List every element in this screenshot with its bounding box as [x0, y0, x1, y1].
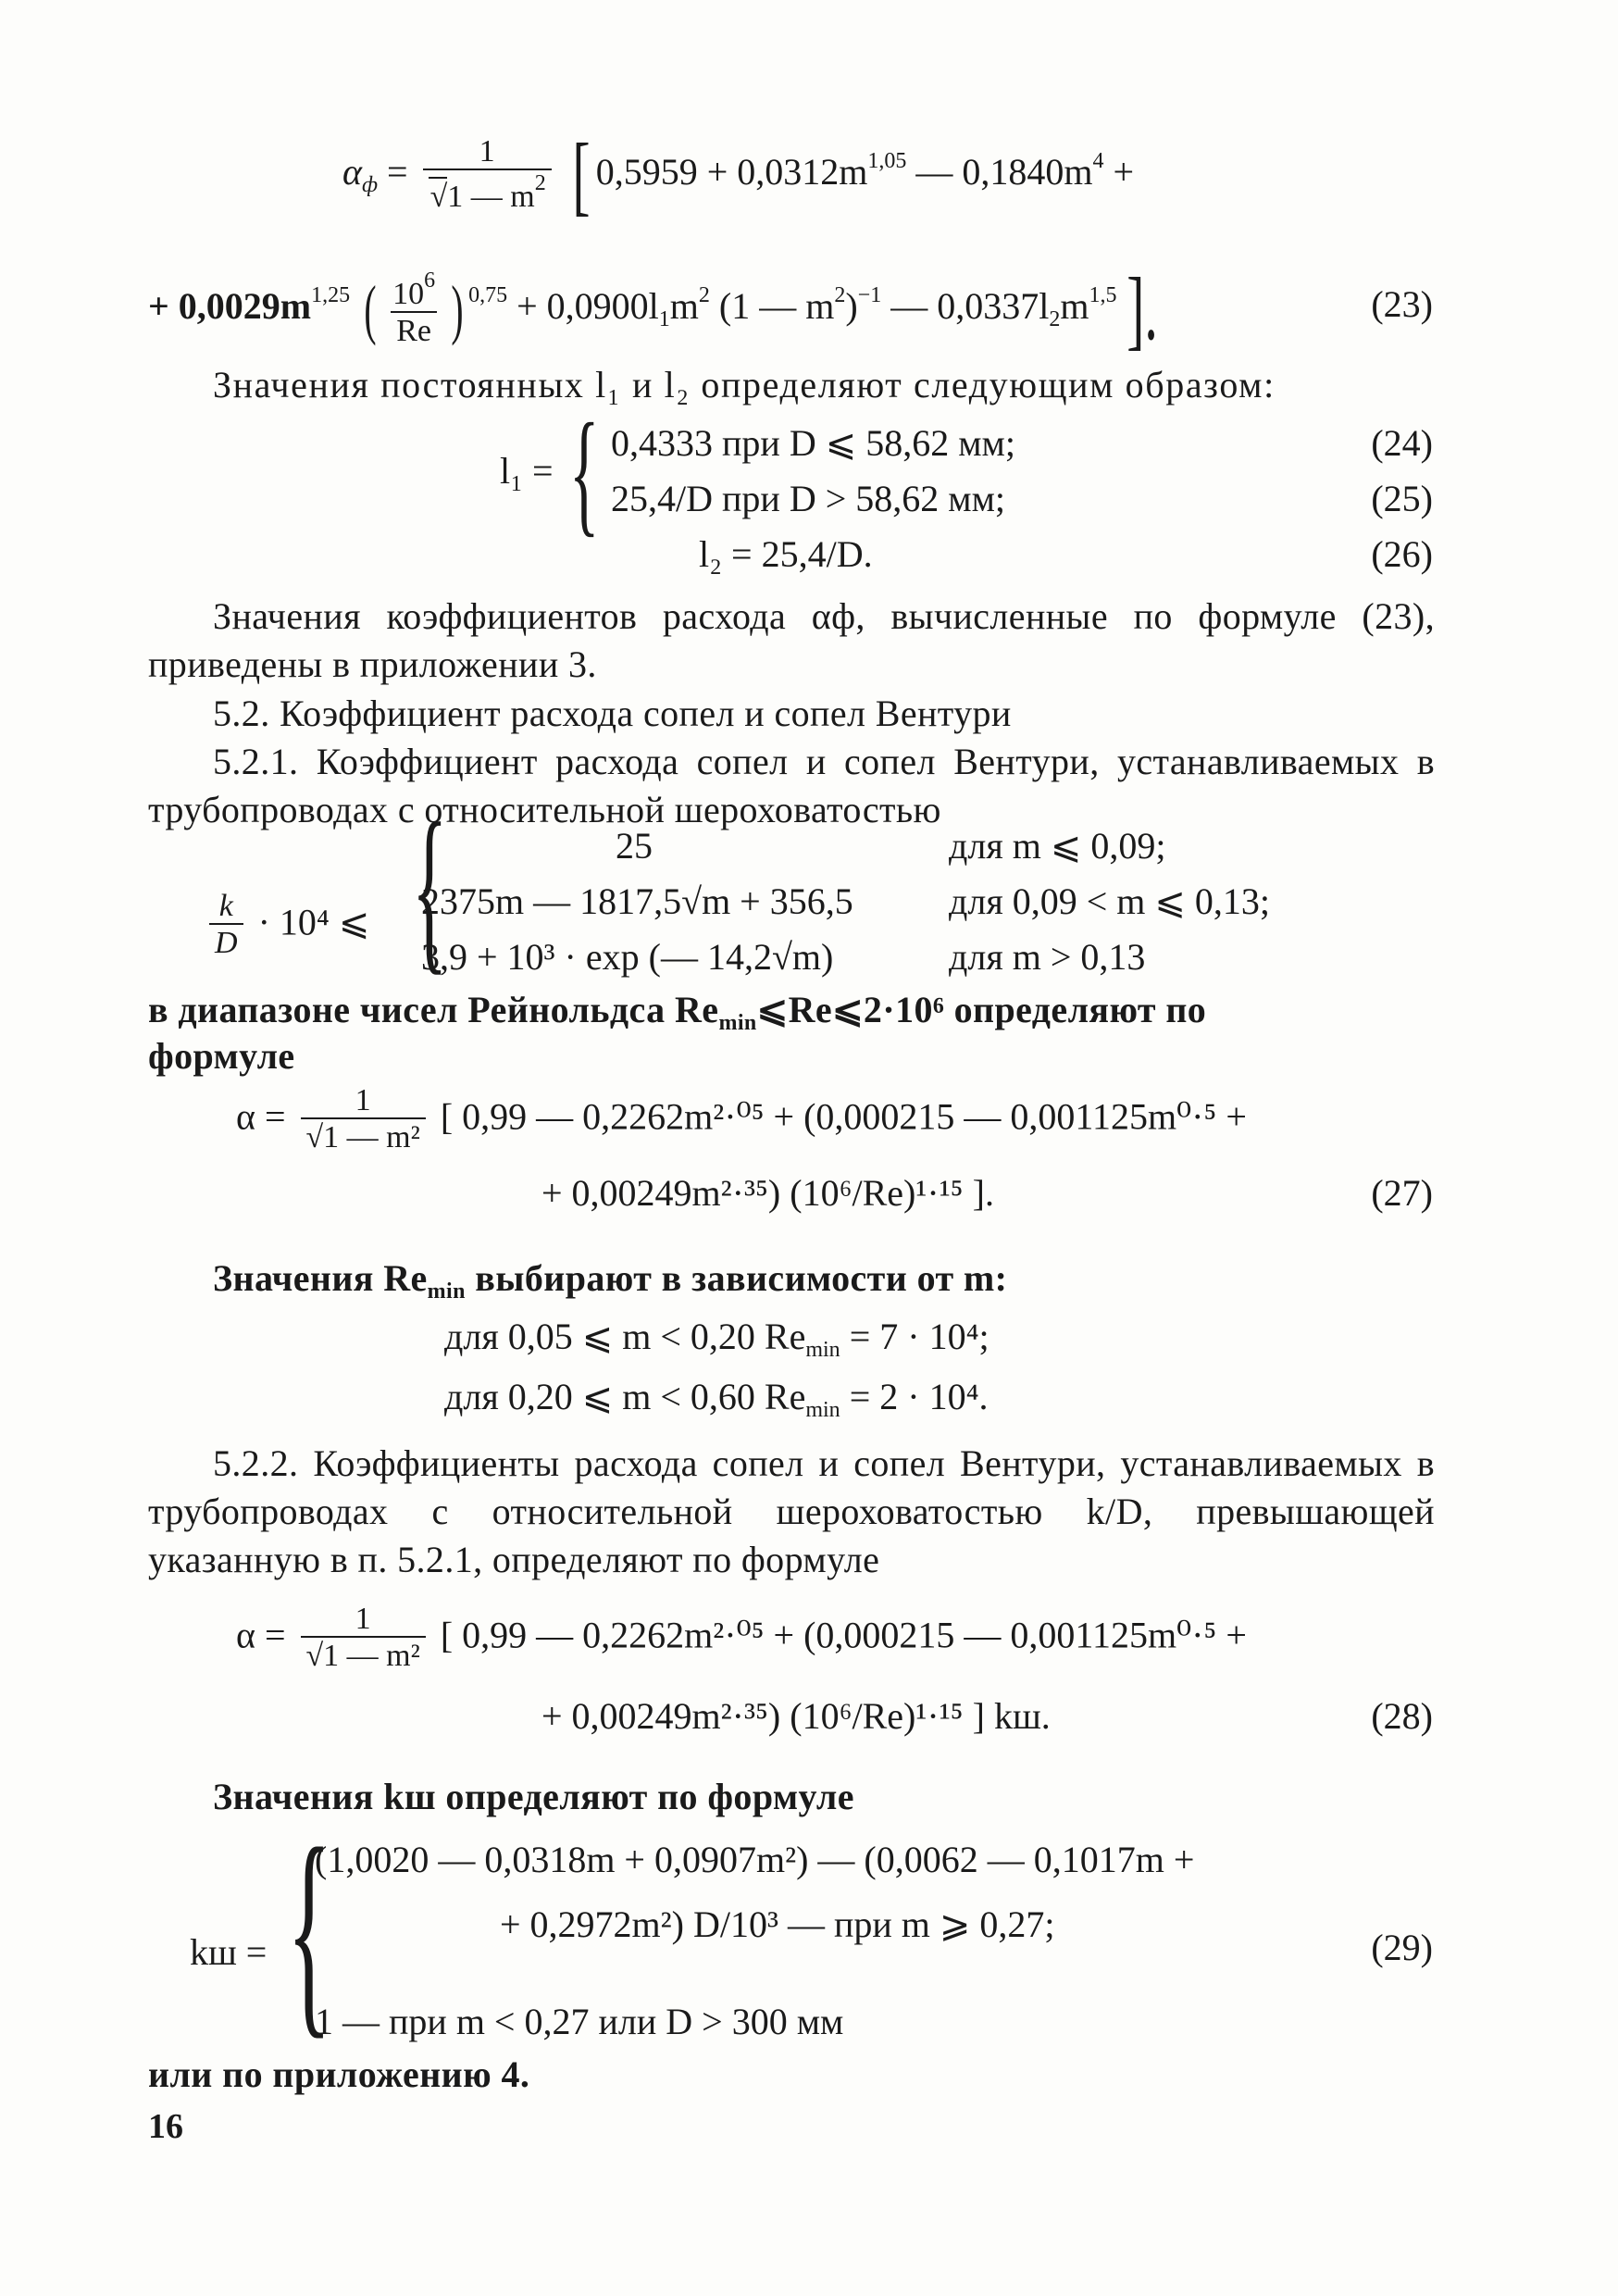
equation-number: (28)	[1371, 1695, 1433, 1737]
re-min-condition-2: для 0,20 ⩽ m < 0,60 $Re_{min} = 2 \cdot 10^4$.	[444, 1376, 989, 1422]
section-heading: 5.2. Коэффициент расхода сопел и сопел Вентури	[213, 693, 1012, 734]
roughness-lhs: $\frac{k}{D}$ · 10⁴ ⩽	[204, 889, 369, 963]
roughness-row-3-condition: для m > 0,13	[949, 936, 1146, 978]
roughness-row-1-condition: для m ⩽ 0,09;	[949, 825, 1166, 867]
equation-26: l₂ = 25,4/D.	[699, 533, 873, 575]
page-number: 16	[148, 2107, 183, 2146]
paragraph: или по приложению 4.	[148, 2053, 530, 2095]
paragraph: Значения постоянных l₁ и l₂ определяют следующим образом:	[213, 364, 1276, 406]
paragraph: 5.2.2. Коэффициенты расхода сопел и сопел Вентури, устанавливаемых в трубопроводах с относительной шероховатостью k/D, превышающей указанную в п. 5.2.1, определяют по формуле	[148, 1442, 1435, 1580]
equation-29-row-1: (1,0020 — 0,0318m + 0,0907m²) — (0,0062 — 0,1017m +	[315, 1839, 1195, 1880]
equation-23-line-1: $\alpha_ф$ = $\frac{1}{√1 — m^2}$ [ $0,5959 + 0,0312m^{1,05}$ — $0,1840m^4$ +	[342, 125, 1135, 225]
paragraph: Значения kш определяют по формуле	[213, 1776, 854, 1817]
paragraph: Значения $Re_{min}$ выбирают в зависимости от m:	[213, 1257, 1008, 1304]
roughness-row-1: 25	[616, 825, 653, 867]
brace: {	[412, 786, 448, 991]
paragraph: 5.2.1. Коэффициент расхода сопел и сопел Вентури, устанавливаемых в трубопроводах с относительной шероховатостью	[148, 741, 1435, 830]
fraction: $\frac{1}{√1 — m^2}$	[423, 134, 552, 217]
re-min-condition-1: для 0,05 ⩽ m < 0,20 $Re_{min} = 7 \cdot 10^4$;	[444, 1316, 989, 1362]
equation-27-line-1: α = $\frac{1}{\text{√1 — m²}}$ [ 0,99 — 0,2262m²·⁰⁵ + (0,000215 — 0,001125m⁰·⁵ +	[236, 1083, 1247, 1157]
equation-number: (27)	[1371, 1172, 1433, 1214]
equation-28-line-1: α = $\frac{1}{\text{√1 — m²}}$ [ 0,99 — 0,2262m²·⁰⁵ + (0,000215 — 0,001125m⁰·⁵ +	[236, 1602, 1247, 1676]
equation-29-lhs: kш =	[190, 1931, 268, 1973]
roughness-row-3: 3,9 + 10³ · exp (— 14,2√m)	[421, 936, 834, 978]
equation-number: (25)	[1371, 478, 1433, 519]
equation-25: 25,4/D при D > 58,62 мм;	[611, 478, 1005, 519]
equation-27-line-2: + 0,00249m²·³⁵) (10⁶/Re)¹·¹⁵ ].	[541, 1172, 994, 1214]
equation-number: (24)	[1371, 422, 1433, 464]
equation-29-row-3: 1 — при m < 0,27 или D > 300 мм	[315, 2001, 844, 2042]
equation-24-lhs: l₁ =	[500, 450, 554, 492]
paragraph: Значения коэффициентов расхода αф, вычисленные по формуле (23), приведены в приложении 3.	[148, 595, 1435, 685]
brace: {	[569, 395, 600, 549]
paragraph: формуле	[148, 1035, 295, 1077]
equation-23-line-2: + $0,0029m^{1,25}$ ( $\frac{10^6}{Re}$ ) $^{0,75} + 0,0900l_1m^2$ (1 — $m^2)^{-1}$ — $0,0337l_2m^{1,5}$ ].	[148, 259, 1159, 359]
paragraph: в диапазоне чисел Рейнольдса $Re_{min}⩽Re⩽2\cdot 10^6$ определяют по	[148, 989, 1207, 1035]
equation-29-row-2: + 0,2972m²) D/10³ — при m ⩾ 0,27;	[500, 1903, 1055, 1945]
equation-number: (29)	[1371, 1927, 1433, 1968]
equation-24: 0,4333 при D ⩽ 58,62 мм;	[611, 422, 1015, 464]
equation-number: (26)	[1371, 533, 1433, 575]
equation-number: (23)	[1371, 283, 1433, 325]
brace: {	[287, 1802, 331, 2058]
equation-28-line-2: + 0,00249m²·³⁵) (10⁶/Re)¹·¹⁵ ] kш.	[541, 1695, 1051, 1737]
roughness-row-2-condition: для 0,09 < m ⩽ 0,13;	[949, 880, 1271, 922]
roughness-row-2: 2375m — 1817,5√m + 356,5	[421, 880, 853, 922]
